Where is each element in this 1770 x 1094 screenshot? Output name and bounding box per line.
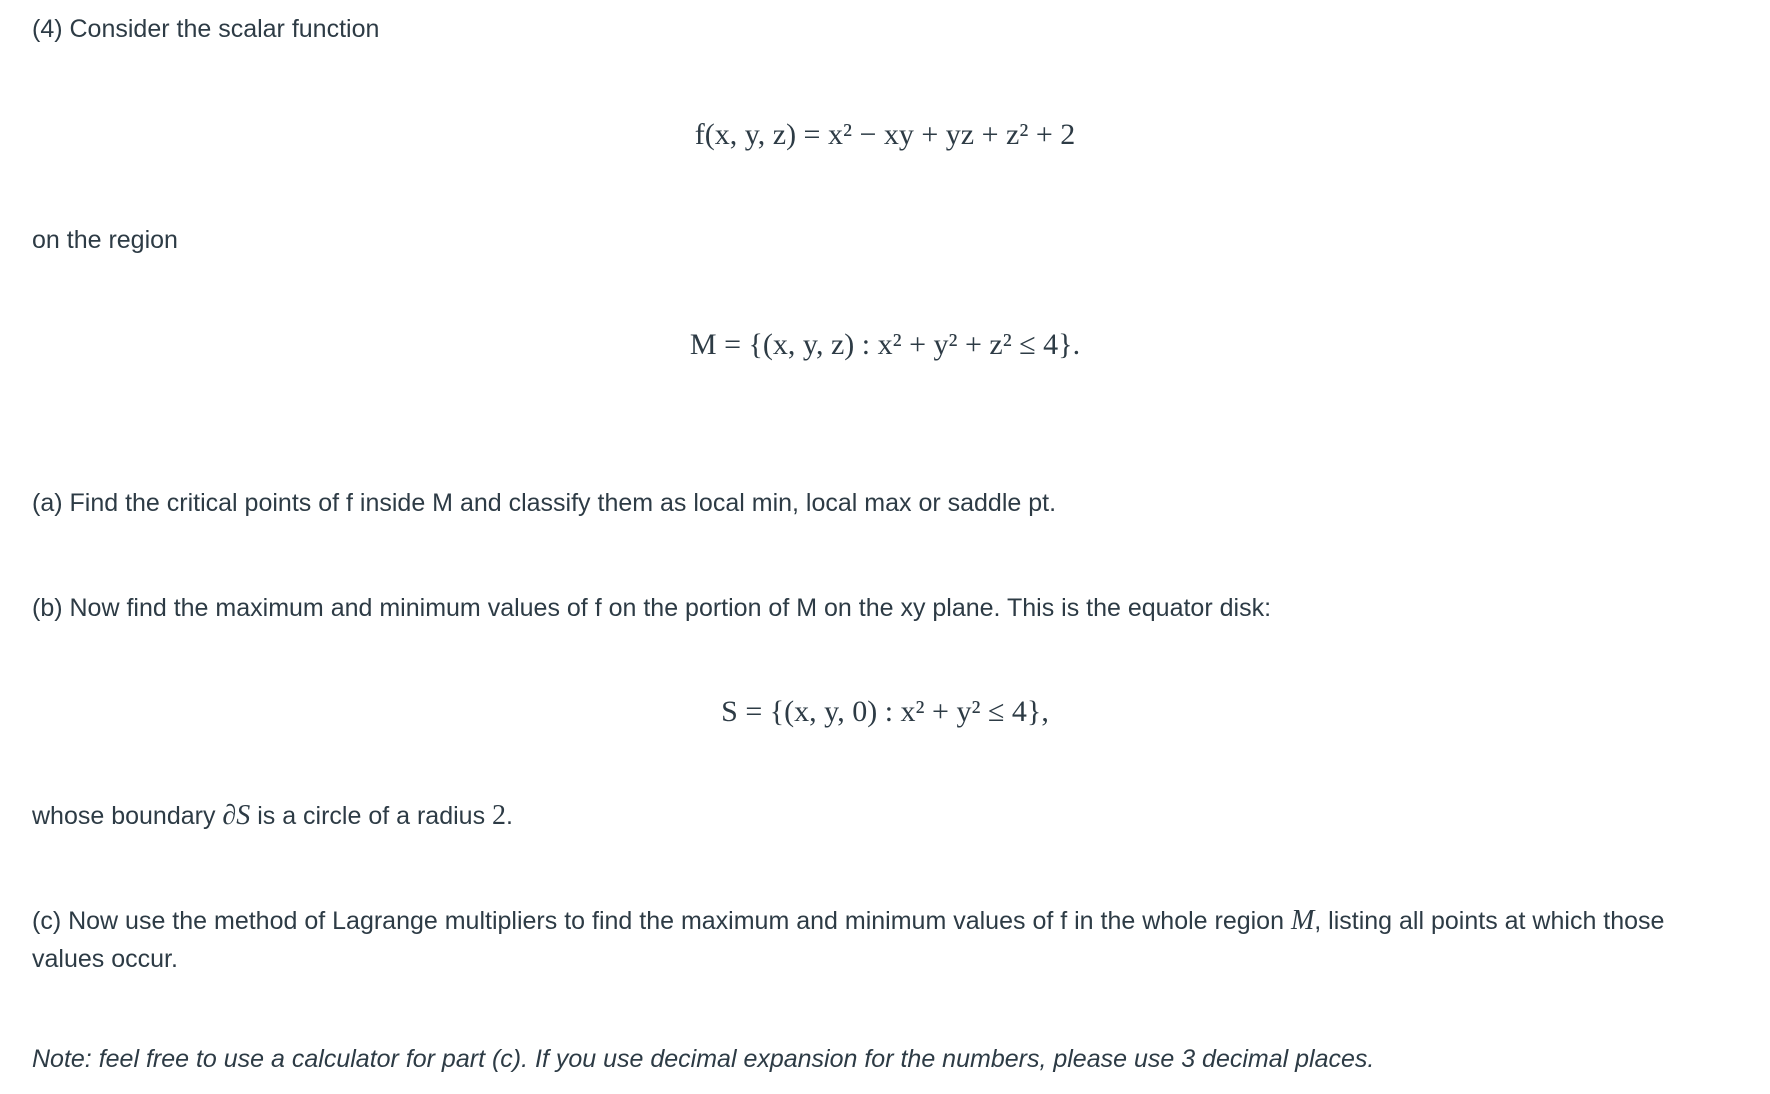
problem-intro: (4) Consider the scalar function: [32, 15, 380, 43]
part-c-symbol: M: [1290, 905, 1315, 936]
part-a: (a) Find the critical points of f inside M and classify them as local min, local max or saddle pt.: [32, 489, 1057, 517]
part-c: [32, 902, 1732, 978]
part-c-suffix: , listing all points at which those values occur.: [32, 907, 1665, 973]
region-formula: M = {(x, y, z) : x² + y² + z² ≤ 4}.: [689, 328, 1081, 361]
note: Note: feel free to use a calculator for part (c). If you use decimal expansion for the numbers, please use 3 decimal places.: [32, 1045, 1375, 1073]
part-c-prefix: (c) Now use the method of Lagrange multipliers to find the maximum and minimum values of f in the whole region: [32, 907, 1291, 935]
boundary-prefix: whose boundary: [32, 802, 223, 830]
boundary-symbol: ∂S: [222, 800, 251, 831]
boundary-radius: 2: [492, 800, 507, 831]
boundary-middle: is a circle of a radius: [250, 802, 493, 830]
boundary-end: .: [506, 802, 513, 830]
boundary-statement: [32, 797, 513, 835]
function-formula: f(x, y, z) = x² − xy + yz + z² + 2: [694, 118, 1076, 151]
region-intro: on the region: [32, 226, 178, 254]
part-b: (b) Now find the maximum and minimum values of f on the portion of M on the xy plane. This is the equator disk:: [32, 594, 1272, 622]
disk-formula: S = {(x, y, 0) : x² + y² ≤ 4},: [721, 695, 1049, 728]
